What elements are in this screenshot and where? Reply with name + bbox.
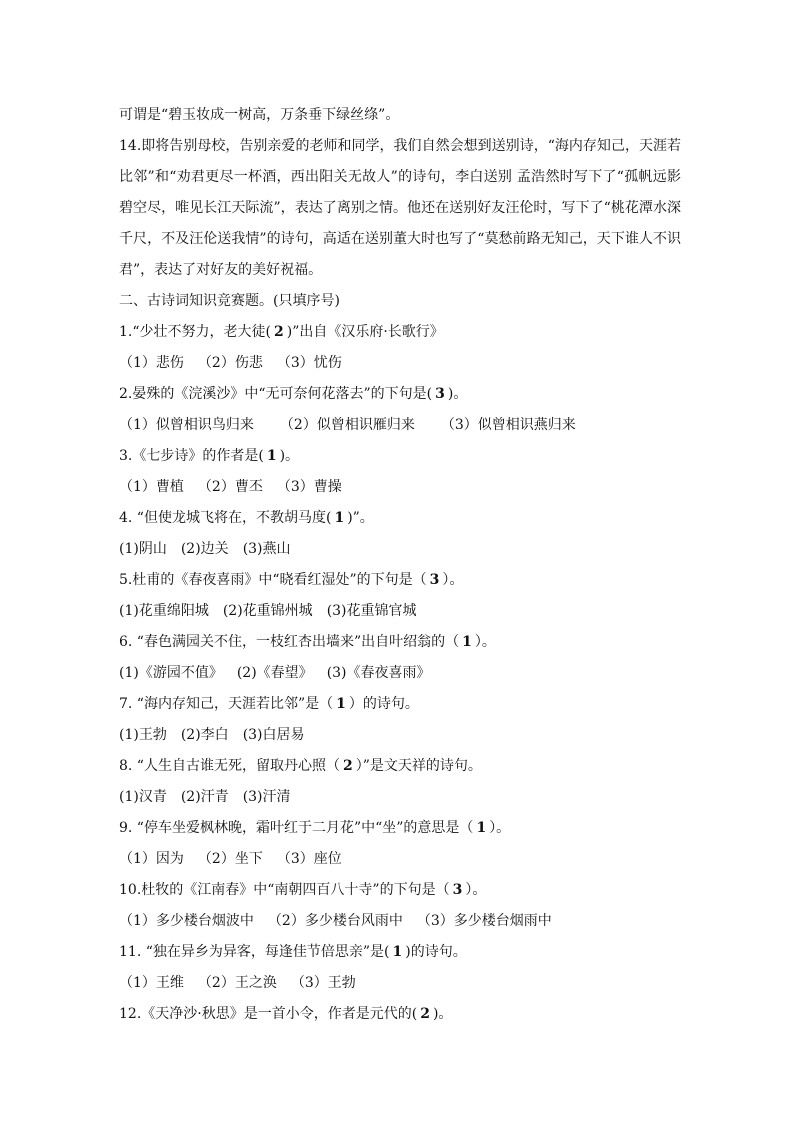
- question-2: [119, 379, 681, 410]
- question-text: )的诗句。: [405, 944, 467, 960]
- question-text: 11. “独在异乡为异客，每逢佳节倍思亲”是(: [119, 944, 390, 960]
- option: (1)汉青: [119, 789, 167, 805]
- option: （2）王之涣: [197, 975, 277, 991]
- option: （2）多少楼台风雨中: [267, 913, 403, 929]
- question-text: 12.《天净沙·秋思》是一首小令，作者是元代的(: [119, 1006, 418, 1022]
- option: (2)花重锦州城: [222, 603, 313, 619]
- question-text: 5.杜甫的《春夜喜雨》中“晓看红湿处”的下句是（: [119, 572, 427, 588]
- question-text: 4. “但使龙城飞将在，不教胡马度(: [119, 510, 332, 526]
- answer-value: 1: [266, 448, 277, 464]
- question-text: 8. “人生自古谁无死，留取丹心照（: [119, 758, 340, 774]
- question-text: ）。: [442, 572, 464, 588]
- option: （2）伤悲: [197, 355, 263, 371]
- option: （1）因为: [119, 851, 184, 867]
- options-10: [119, 906, 681, 937]
- answer-value: 1: [392, 944, 403, 960]
- question-8: [119, 751, 681, 782]
- option: （3）忧伤: [276, 355, 342, 371]
- answer-value: 3: [452, 882, 463, 898]
- options-9: [119, 844, 681, 875]
- option: （3）似曾相识燕归来: [440, 417, 576, 433]
- option: （3）多少楼台烟雨中: [416, 913, 552, 929]
- option: (2)李白: [180, 727, 229, 743]
- answer-value: 1: [462, 634, 472, 650]
- options-6: [119, 658, 681, 689]
- question-11: [119, 937, 681, 968]
- question-10: [119, 875, 681, 906]
- question-text: ）”是文天祥的诗句。: [355, 758, 482, 774]
- document-page: [119, 100, 681, 1030]
- question-text: ）。: [474, 634, 496, 650]
- options-4: [119, 534, 681, 565]
- options-3: [119, 472, 681, 503]
- question-4: [119, 503, 681, 534]
- question-text: 9. “停车坐爱枫林晚，霜叶红于二月花”中“坐”的意思是（: [119, 820, 474, 836]
- intro-line: 可谓是“碧玉妆成一树高，万条垂下绿丝绦”。: [119, 107, 400, 123]
- answer-value: 1: [336, 696, 346, 712]
- answer-value: 3: [429, 572, 440, 588]
- answer-value: 2: [420, 1006, 430, 1022]
- question-text: 3.《七步诗》的作者是(: [119, 448, 264, 464]
- question-text: 6. “春色满园关不住，一枝红杏出墙来”出自叶绍翁的（: [119, 634, 460, 650]
- option: (2)边关: [180, 541, 229, 557]
- options-2: [119, 410, 681, 441]
- options-5: [119, 596, 681, 627]
- question-text: 2.晏殊的《浣溪沙》中“无可奈何花落去”的下句是(: [119, 386, 433, 402]
- question-3: [119, 441, 681, 472]
- option: （1）曹植: [119, 479, 184, 495]
- option: （3）王勃: [290, 975, 356, 991]
- option: （3）曹操: [276, 479, 342, 495]
- option: (3)花重锦官城: [326, 603, 417, 619]
- option: （3）座位: [276, 851, 342, 867]
- question-text: ）。: [489, 820, 511, 836]
- answer-value: 3: [435, 386, 445, 402]
- options-7: [119, 720, 681, 751]
- option: (1)花重绵阳城: [119, 603, 209, 619]
- question-7: [119, 689, 681, 720]
- option: (2)《春望》: [236, 665, 313, 681]
- options-11: [119, 968, 681, 999]
- option: (3)《春夜喜雨》: [326, 665, 431, 681]
- option: （1）多少楼台烟波中: [119, 913, 254, 929]
- option: (3)汗清: [242, 789, 291, 805]
- paragraph-14: 14.即将告别母校，告别亲爱的老师和同学，我们自然会想到送别诗，“海内存知己，天涯若比邻”和“劝君更尽一杯酒，西出阳关无故人”的诗句，李白送别 孟浩然时写下了“孤帆远影碧空尽，唯见长江天际流”，表达了离别之情。他还在送别好友汪伦时，写下了“桃花潭水深千尺，不及汪伦送我情”的诗句，高适在送别董大时也写了“莫愁前路无知己，天下谁人不识君”，表达了对好友的美好祝福。: [119, 138, 681, 278]
- option: （2）曹丕: [197, 479, 263, 495]
- question-text: )”。: [347, 510, 374, 526]
- answer-value: 1: [476, 820, 487, 836]
- section-title: 二、古诗词知识竞赛题。(只填序号): [119, 293, 340, 309]
- option: （1）似曾相识鸟归来: [119, 417, 254, 433]
- question-text: ）。: [465, 882, 487, 898]
- question-12: [119, 999, 681, 1030]
- question-6: [119, 627, 681, 658]
- option: (1)阴山: [119, 541, 167, 557]
- question-text: )。: [432, 1006, 453, 1022]
- option: (2)汗青: [180, 789, 229, 805]
- options-8: [119, 782, 681, 813]
- question-text: 10.杜牧的《江南春》中“南朝四百八十寺”的下句是（: [119, 882, 450, 898]
- question-text: 7. “海内存知己，天涯若比邻”是（: [119, 696, 334, 712]
- answer-value: 2: [342, 758, 353, 774]
- option: (1)《游园不值》: [119, 665, 223, 681]
- question-text: 1.“少壮不努力，老大徒(: [119, 324, 271, 340]
- options-1: [119, 348, 681, 379]
- question-5: [119, 565, 681, 596]
- option: (1)王勃: [119, 727, 167, 743]
- question-text: )。: [279, 448, 300, 464]
- question-text: ）的诗句。: [348, 696, 419, 712]
- question-1: [119, 317, 681, 348]
- option: (3)白居易: [242, 727, 305, 743]
- question-text: )”出自《汉乐府·长歌行》: [286, 324, 444, 340]
- question-text: )。: [447, 386, 468, 402]
- option: （1）悲伤: [119, 355, 184, 371]
- option: (3)燕山: [242, 541, 291, 557]
- question-9: [119, 813, 681, 844]
- option: （2）似曾相识雁归来: [279, 417, 415, 433]
- answer-value: 1: [334, 510, 345, 526]
- answer-value: 2: [273, 324, 284, 340]
- option: （1）王维: [119, 975, 184, 991]
- option: （2）坐下: [197, 851, 263, 867]
